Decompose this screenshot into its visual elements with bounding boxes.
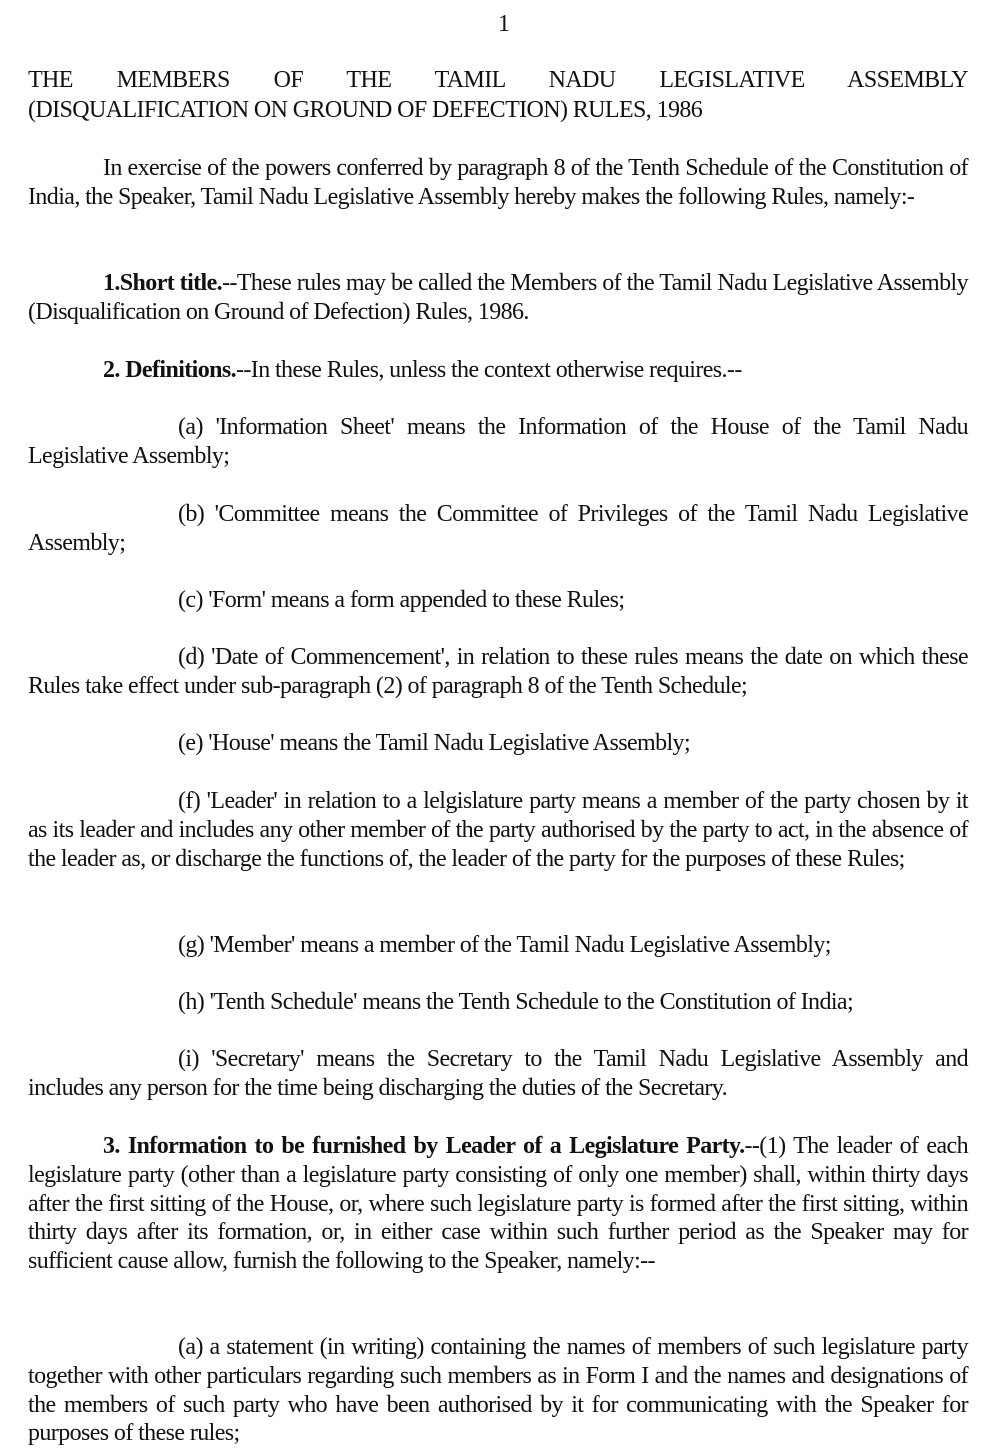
rule-3-clause-a: (a) a statement (in writing) containing the names of members of such legislature party together with other particulars regarding such members as in Form I and the names and designations of the members of such party who have been authorised by it for communicating with the Speaker for purposes of these rules; [28,1334,968,1447]
rule-3-text: --(1) The leader of each legislature party (other than a legislature party consisting of only one member) shall, within thirty days after the first sitting of the House, or, where such legislature party is formed after the first sitting, within thirty days after its formation, or, in either case within such further period as the Speaker may for sufficient cause allow, furnish the following to the Speaker, namely:-- [28,1133,968,1275]
page-number: 1 [498,11,510,37]
rule-3-heading: 3. Information to be furnished by Leader of a Legislature Party. [103,1133,745,1159]
rule-2-text: --In these Rules, unless the context otherwise requires.-- [236,357,742,383]
definition-clause-f: (f) 'Leader' in relation to a lelgislature party means a member of the party chosen by it as its leader and includes any other member of the party authorised by the party to act, in the absence of the leader as, or discharge the functions of, the leader of the party for the purposes of these Rules; [28,788,968,872]
definition-clause-c: (c) 'Form' means a form appended to these Rules; [178,587,625,613]
rule-1-paragraph [28,269,968,327]
document-title-line1: THE MEMBERS OF THE TAMIL NADU LEGISLATIVE ASSEMBLY [28,67,968,93]
rule-3-paragraph [28,1132,968,1276]
definition-clause-d: (d) 'Date of Commencement', in relation to these rules means the date on which these Rules take effect under sub-paragraph (2) of paragraph 8 of the Tenth Schedule; [28,644,968,699]
document-title-line2: (DISQUALIFICATION ON GROUND OF DEFECTION) RULES, 1986 [28,97,703,123]
definition-clause-a: (a) 'Information Sheet' means the Information of the House of the Tamil Nadu Legislative Assembly; [28,414,968,469]
definition-clause-h: (h) 'Tenth Schedule' means the Tenth Schedule to the Constitution of India; [178,989,854,1015]
preamble-paragraph: In exercise of the powers conferred by paragraph 8 of the Tenth Schedule of the Constitution of India, the Speaker, Tamil Nadu Legislative Assembly hereby makes the following Rules, namely:- [28,155,968,210]
rule-1-text: --These rules may be called the Members of the Tamil Nadu Legislative Assembly (Disqualification on Ground of Defection) Rules, 1986. [28,270,968,325]
definition-clause-e: (e) 'House' means the Tamil Nadu Legislative Assembly; [178,730,691,756]
rule-1-heading: 1.Short title. [103,270,223,296]
rule-2-paragraph [28,356,968,385]
definition-clause-i: (i) 'Secretary' means the Secretary to the Tamil Nadu Legislative Assembly and includes any person for the time being discharging the duties of the Secretary. [28,1046,968,1101]
rule-2-heading: 2. Definitions. [103,357,237,383]
definition-clause-g: (g) 'Member' means a member of the Tamil Nadu Legislative Assembly; [178,932,831,958]
definition-clause-b: (b) 'Committee means the Committee of Privileges of the Tamil Nadu Legislative Assembly; [28,501,968,556]
